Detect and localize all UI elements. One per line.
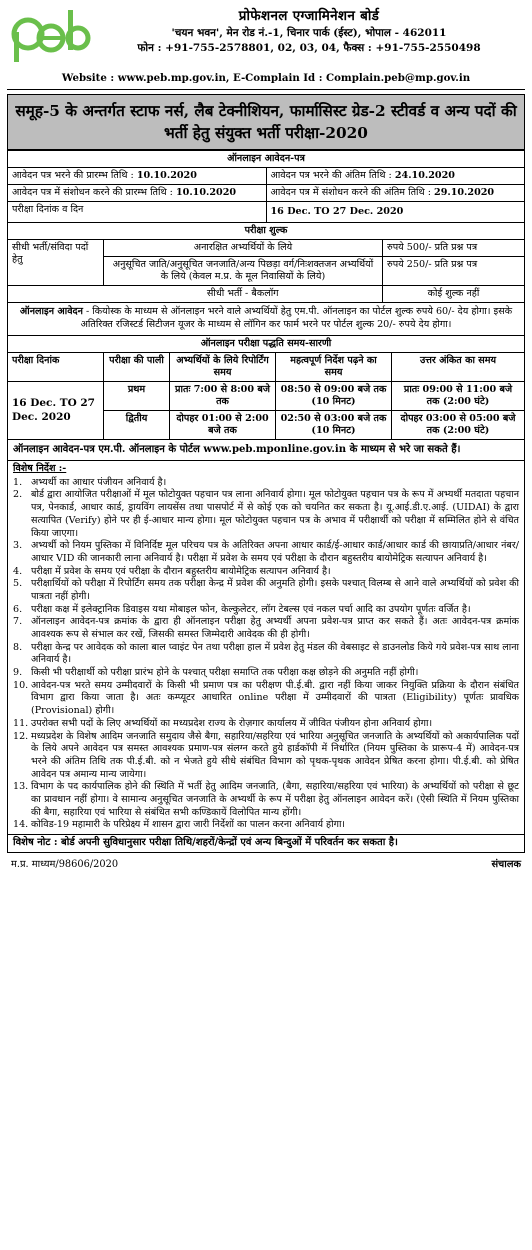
instruction-number: 9. (13, 667, 23, 679)
fee-heading: परीक्षा शुल्क (8, 223, 525, 239)
form-end-label: आवेदन पत्र भरने की अंतिम तिथि : (270, 170, 392, 182)
instruction-item (13, 540, 519, 565)
organisation-block (97, 8, 521, 55)
peb-logo-icon (11, 8, 91, 64)
website-line: Website : www.peb.mp.gov.in, E-Complain Id : Complain.peb@mp.gov.in (61, 72, 471, 85)
instruction-text: ऑनलाइन आवेदन-पत्र क्रमांक के द्वारा ही ऑनलाइन परीक्षा हेतु अभ्यर्थी अपना प्रवेश-पत्र प्राप्त कर सकते हैं। अतः आवेदन-पत्र क्रमांक आवश्यक रूप से संभाल कर रखें, जिसकी समस्त जिम्मेदारी आवेदक की ही होगी। (31, 616, 519, 641)
instruction-item (13, 477, 519, 490)
online-form-heading: ऑनलाइन आवेदन-पत्र (8, 151, 525, 168)
schedule-shift-2: द्वितीय (104, 411, 170, 440)
correction-start-date: 10.10.2020 (175, 187, 237, 199)
instruction-number: 7. (13, 616, 23, 628)
instruction-item (13, 667, 519, 680)
instruction-text: परीक्षार्थियों को परीक्षा में रिपोर्टिंग समय तक परीक्षा केन्द्र में प्रवेश की अनुमति होगी। इसके पश्चात् विलम्ब से आने वाले अभ्यर्थियों को प्रवेश की पात्रता नहीं होगी। (31, 578, 519, 602)
instruction-text: बोर्ड द्वारा आयोजित परीक्षाओं में मूल फोटोयुक्त पहचान पत्र लाना अनिवार्य होगा। मूल फोटोयुक्त पहचान पत्र के रूप में अभ्यर्थी मतदाता पहचान पत्र, पेनकार्ड, आधार कार्ड, ड्रायविंग लायसेंस तथा पासपोर्ट में से कोई एक को चयनित कर सकता है। यू.आई.डी.ए.आई. (UIDAI) के द्वारा सत्यापित (Verify) होने पर ही ई-आधार मान्य होगा। मूल फोटोयुक्त पहचान पत्र के अभाव में परीक्षार्थी को परीक्षा में सम्मिलित होने से वंचित किया जाएगा। (31, 489, 519, 539)
schedule-col-shift: परीक्षा की पाली (104, 353, 170, 382)
schedule-shift-1: प्रथम (104, 382, 170, 411)
instruction-number: 5. (13, 578, 23, 590)
organisation-name: प्रोफेशनल एग्जामिनेशन बोर्ड (238, 8, 380, 24)
fee-backlog-label: सीधी भर्ती - बैकलॉग (104, 286, 383, 303)
fee-reserved-amount: रुपये 250/- प्रति प्रश्न पत्र (383, 257, 525, 286)
fee-unreserved-amount: रुपये 500/- प्रति प्रश्न पत्र (383, 240, 525, 257)
instruction-text: उपरोक्त सभी पदों के लिए अभ्यर्थियों का मध्यप्रदेश राज्य के रोज़गार कार्यालय में जीवित पंजीयन होना अनिवार्य होगा। (31, 717, 433, 729)
instruction-text: अभ्यर्थी को नियम पुस्तिका में विनिर्दिष्ट मूल परिचय पत्र के अतिरिक्त अपना आधार कार्ड/ई-आधार कार्ड/आधार कार्ड की छायाप्रति/आधार नंबर/आधार VID की जानकारी लाना अनिवार्य है। परीक्षा में प्रवेश के समय एवं परीक्षा के दौरान बहुस्तरीय बायोमेट्रिक सत्यापन अनिवार्य है। (31, 540, 519, 564)
schedule-col-answer: उत्तर अंकित का समय (392, 353, 525, 382)
special-instructions (7, 461, 525, 835)
instruction-text: कोविड-19 महामारी के परिप्रेक्ष्य में शासन द्वारा जारी निर्देशों का पालन करना अनिवार्य होगा। (31, 819, 346, 831)
instruction-text: विभाग के पद कार्यपालिक होने की स्थिति में भर्ती हेतु आदिम जनजाति, (बैगा, सहारिया/सहरिया एवं भारिया) के अभ्यर्थियों को परीक्षा से छूट का प्रावधान नहीं होगा। वे सामान्य अनुसूचित जनजाति के अभ्यर्थी के रूप में परीक्षा हेतु ऑनलाइन आवेदन करें। (ऐसी स्थिति में नियम पुस्तिका की बैगा, सहारिया एवं भारिया से संबंधित सभी कण्डिकायें विलोपित मान्य होंगी। (31, 781, 519, 818)
instruction-item (13, 781, 519, 819)
schedule-answer-2: दोपहर 03:00 से 05:00 बजे तक (2:00 घंटे) (392, 411, 525, 440)
instruction-text: परीक्षा कक्ष में इलेक्ट्रानिक डिवाइस यथा मोबाइल फोन, केल्कुलेटर, लॉग टेबल्स एवं नकल पर्चा आदि का उपयोग पूर्णतः वर्जित है। (31, 603, 471, 615)
correction-end-label: आवेदन पत्र में संशोधन करने की अंतिम तिथि : (270, 187, 431, 199)
fee-backlog-amount: कोई शुल्क नहीं (383, 286, 525, 303)
exam-date-label: परीक्षा दिनांक व दिन (8, 202, 267, 223)
instruction-number: 8. (13, 641, 23, 653)
fee-post-label: सीधी भर्ती/संविदा पदों हेतु (8, 240, 104, 286)
schedule-exam-date: 16 Dec. TO 27 Dec. 2020 (8, 382, 104, 440)
instruction-item (13, 718, 519, 731)
correction-end-date: 29.10.2020 (434, 187, 495, 199)
form-end-date: 24.10.2020 (394, 170, 455, 182)
instruction-item (13, 489, 519, 540)
instruction-number: 11. (13, 717, 29, 729)
board-header (7, 6, 525, 90)
instruction-item (13, 819, 519, 832)
instruction-number: 4. (13, 565, 23, 577)
instruction-text: परीक्षा में प्रवेश के समय एवं परीक्षा के दौरान बहुस्तरीय बायोमेट्रिक सत्यापन अनिवार्य है। (31, 565, 331, 577)
instruction-item (13, 731, 519, 782)
form-start-date: 10.10.2020 (136, 170, 197, 182)
instruction-number: 10. (13, 679, 29, 691)
instruction-number: 1. (13, 476, 23, 488)
instruction-text: आवेदन-पत्र भरते समय उम्मीदवारों के किसी भी प्रमाण पत्र का परीक्षण पी.ई.बी. द्वारा नहीं किया जाकर नियुक्ति प्रक्रिया के दौरान संबंधित विभाग द्वारा किया जाता है। अतः कम्प्यूटर आधारित online परीक्षा में उम्मीदवारों की पात्रता (Eligibility) पूर्णतः प्रावधिक (Provisional) होगी। (31, 679, 519, 717)
portal-fee-note (7, 303, 525, 336)
instruction-text: परीक्षा केन्द्र पर आवेदक को काला बाल प्वाइंट पेन तथा परीक्षा हाल में प्रवेश हेतु मंडल की वेबसाइट से डाउनलोड किये गये प्रवेश-पत्र साथ लाना अनिवार्य है। (31, 641, 519, 666)
instruction-number: 14. (13, 819, 29, 831)
form-start-label: आवेदन पत्र भरने की प्रारम्भ तिथि : (12, 170, 134, 182)
special-note: विशेष नोट : बोर्ड अपनी सुविधानुसार परीक्षा तिथि/शहरों/केन्द्रों एवं अन्य बिन्दुओं में परिवर्तन कर सकता है। (7, 835, 525, 853)
instruction-number: 2. (13, 489, 23, 501)
schedule-table (7, 336, 525, 440)
online-form-table (7, 150, 525, 223)
schedule-col-reporting: अभ्यर्थियों के लिये रिपोर्टिंग समय (170, 353, 276, 382)
instruction-item (13, 578, 519, 603)
instruction-number: 12. (13, 730, 29, 742)
schedule-reading-2: 02:50 से 03:00 बजे तक (10 मिनट) (276, 411, 392, 440)
instructions-list (13, 477, 519, 832)
schedule-col-reading: महत्वपूर्ण निर्देश पढ़ने का समय (276, 353, 392, 382)
instruction-number: 13. (13, 781, 29, 793)
footer-signatory: संचालक (491, 858, 521, 870)
schedule-col-date: परीक्षा दिनांक (8, 353, 104, 382)
fee-table (7, 223, 525, 303)
schedule-heading: ऑनलाइन परीक्षा पद्धति समय-सारणी (8, 336, 525, 352)
correction-start-label: आवेदन पत्र में संशोधन करने की प्रारम्भ तिथि : (12, 187, 173, 199)
schedule-reading-1: 08:50 से 09:00 बजे तक (10 मिनट) (276, 382, 392, 411)
organisation-phone: फोन : +91-755-2578801, 02, 03, 04, फैक्स : +91-755-2550498 (137, 42, 481, 54)
portal-notice: ऑनलाइन आवेदन-पत्र एम.पी. ऑनलाइन के पोर्टल www.peb.mponline.gov.in के माध्यम से भरे जा सकते हैं। (7, 440, 525, 461)
instruction-item (13, 616, 519, 641)
instruction-item (13, 604, 519, 617)
instruction-item (13, 642, 519, 667)
fee-reserved-label: अनुसूचित जाति/अनुसूचित जनजाति/अन्य पिछड़ा वर्ग/निःशक्तजन अभ्यर्थियों के लिये (केवल म.प्र. के मूल निवासियों के लिये) (104, 257, 383, 286)
instruction-item (13, 680, 519, 718)
instruction-text: मध्यप्रदेश के विशेष आदिम जनजाति समुदाय जैसे बैगा, सहारिया/सहरिया एवं भारिया अनुसूचित जनजाति के अभ्यर्थियों को अकार्यपालिक पदों के लिये अपने आवेदन पत्र समस्त आवश्यक प्रमाण-पत्र संलग्न करते हुये हार्डकॉपी में निर्धारित (नियम पुस्तिका के प्रारूप-4 में) आवेदन-पत्र भरने की अंतिम तिथि तक पी.ई.बी. को न भेजते हुये सीधे संबंधित विभाग को पृथक-पृथक आवेदन प्रेषित करना होगा। पी.ई.बी. को प्रेषित आवेदन पत्र अमान्य मान्य जायेगा। (31, 730, 519, 780)
schedule-answer-1: प्रातः 09:00 से 11:00 बजे तक (2:00 घंटे) (392, 382, 525, 411)
exam-date-value: 16 Dec. TO 27 Dec. 2020 (266, 202, 525, 223)
schedule-reporting-1: प्रातः 7:00 से 8:00 बजे तक (170, 382, 276, 411)
instruction-text: किसी भी परीक्षार्थी को परीक्षा प्रारंभ होने के पश्चात् परीक्षा समाप्ति तक परीक्षा कक्ष छोड़ने की अनुमति नहीं होगी। (31, 667, 419, 679)
instruction-number: 6. (13, 603, 23, 615)
schedule-reporting-2: दोपहर 01:00 से 2:00 बजे तक (170, 411, 276, 440)
instruction-item (13, 566, 519, 579)
instructions-heading: विशेष निर्देश :- (13, 463, 67, 475)
portal-fee-note-lead: ऑनलाइन आवेदन (19, 306, 83, 318)
footer-reference: म.प्र. माध्यम/98606/2020 (11, 858, 119, 870)
instruction-text: अभ्यर्थी का आधार पंजीयन अनिवार्य है। (31, 476, 167, 488)
exam-title: समूह-5 के अन्तर्गत स्टाफ नर्स, लैब टेक्नीशियन, फार्मासिस्ट ग्रेड-2 स्टीवर्ड व अन्य पदों की भर्ती हेतु संयुक्त भर्ती परीक्षा-2020 (7, 94, 525, 150)
fee-unreserved-label: अनारक्षित अभ्यर्थियों के लिये (104, 240, 383, 257)
portal-fee-note-text: - कियोस्क के माध्यम से ऑनलाइन भरने वाले अभ्यर्थियों हेतु एम.पी. ऑनलाइन का पोर्टल शुल्क रुपये 60/- देय होगा। इसके अतिरिक्त रजिस्टर्ड सिटीजन यूजर के माध्यम से लॉगिन कर फार्म भरने पर पोर्टल शुल्क 20/- रुपये देय होगा। (80, 306, 513, 331)
footer (7, 853, 525, 871)
instruction-number: 3. (13, 540, 23, 552)
organisation-address: 'चयन भवन', मेन रोड नं.-1, चिनार पार्क (ईस्ट), भोपाल - 462011 (171, 26, 447, 39)
